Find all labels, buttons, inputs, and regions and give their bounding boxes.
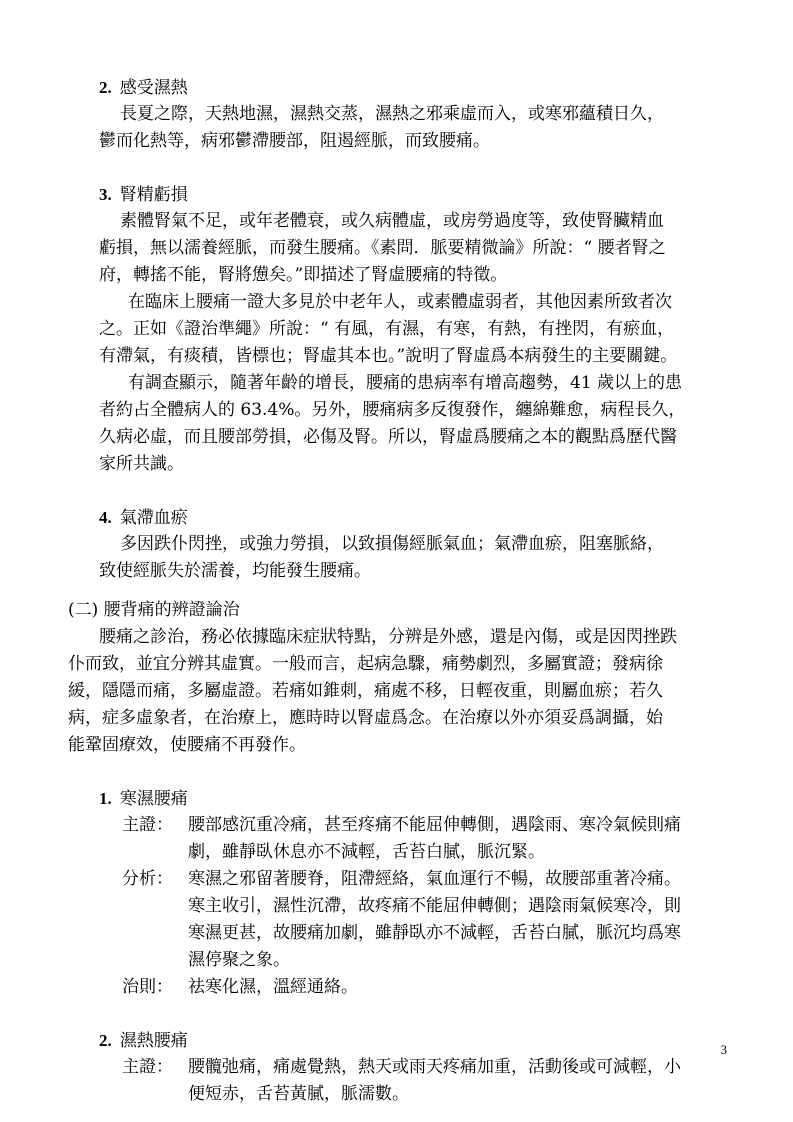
paragraph-line: 病，症多虛象者，在治療上，應時時以腎虛爲念。在治療以外亦須妥爲調攝，始 <box>68 708 663 728</box>
paragraph-line: 府，轉搖不能，腎將憊矣。”即描述了腎虛腰痛的特徵。 <box>99 265 508 285</box>
paragraph-line: 素體腎氣不足，或年老體衰，或久病體虛，或房勞過度等，致使腎臟精血 <box>120 211 664 231</box>
text-line: 濕停聚之象。 <box>188 950 290 970</box>
text-line: 祛寒化濕，溫經通絡。 <box>188 977 358 997</box>
heading-2 <box>68 74 728 101</box>
document-page <box>68 74 728 1108</box>
section-heading: (二) 腰背痛的辨證論治 <box>68 600 240 620</box>
heading-title: 濕熱腰痛 <box>119 1031 188 1051</box>
text-line: 寒濕更甚，故腰痛加劇，雖靜臥亦不減輕，舌苔白膩，脈沉均爲寒 <box>188 923 681 943</box>
paragraph-line: 者約占全體病人的 63.4%。另外，腰痛病多反復發作，纏綿難愈，病程長久， <box>99 400 686 420</box>
paragraph-line: 有調查顯示，隨著年齡的增長，腰痛的患病率有增高趨勢，41 歲以上的患 <box>128 373 683 393</box>
heading-title: 氣滯血瘀 <box>119 508 188 528</box>
analysis <box>68 866 728 893</box>
label-zhu: 主證： <box>122 1057 173 1077</box>
text-line: 劇，雖靜臥休息亦不減輕，舌苔白膩，脈沉緊。 <box>188 842 545 862</box>
main-symptoms <box>68 812 728 839</box>
paragraph-line: 久病必虛，而且腰部勞損，必傷及腎。所以，腎虛爲腰痛之本的觀點爲歷代醫 <box>99 427 677 447</box>
treatment <box>68 974 728 1001</box>
page-number: 3 <box>720 1042 727 1057</box>
heading-title: 感受濕熱 <box>119 78 188 98</box>
text-line: 便短赤，舌苔黃膩，脈濡數。 <box>188 1084 409 1104</box>
heading-number: 2. <box>99 1031 112 1050</box>
paragraph-line: 家所共識。 <box>99 454 184 474</box>
paragraph-line: 緩，隱隱而痛，多屬虛證。若痛如錐刺，痛處不移，日輕夜重，則屬血瘀；若久 <box>68 681 663 701</box>
paragraph-line: 多因跌仆閃挫，或強力勞損，以致損傷經脈氣血；氣滯血瘀，阻塞脈絡， <box>120 534 664 554</box>
paragraph-line: 致使經脈失於濡養，均能發生腰痛。 <box>99 561 371 581</box>
main-symptoms <box>68 1054 728 1081</box>
label-zhu: 主證： <box>122 815 173 835</box>
text-line: 腰部感沉重冷痛，甚至疼痛不能屈伸轉側，遇陰雨、寒冷氣候則痛 <box>188 815 681 835</box>
heading-3 <box>68 181 728 208</box>
heading-number: 2. <box>99 78 112 97</box>
heading-title: 寒濕腰痛 <box>119 789 188 809</box>
paragraph-line: 鬱而化熱等，病邪鬱滯腰部，阻遏經脈，而致腰痛。 <box>99 131 490 151</box>
text-line: 寒主收引，濕性沉滯，故疼痛不能屈伸轉側；遇陰雨氣候寒冷，則 <box>188 896 681 916</box>
text-line: 腰髖弛痛，痛處覺熱，熱天或雨天疼痛加重，活動後或可減輕，小 <box>188 1057 681 1077</box>
label-fen: 分析： <box>122 869 173 889</box>
paragraph-line: 長夏之際，天熱地濕，濕熱交蒸，濕熱之邪乘虛而入，或寒邪蘊積日久， <box>120 104 664 124</box>
paragraph-line: 能鞏固療效，使腰痛不再發作。 <box>68 735 306 755</box>
subheading-1 <box>68 785 728 812</box>
label-zhi: 治則： <box>122 977 173 997</box>
paragraph-line: 在臨床上腰痛一證大多見於中老年人，或素體虛弱者，其他因素所致者次 <box>128 292 672 312</box>
paragraph-line: 之。正如《證治準繩》所說：“ 有風，有濕，有寒，有熱，有挫閃，有瘀血， <box>99 319 675 339</box>
heading-number: 4. <box>99 508 112 527</box>
paragraph-line: 仆而致，並宜分辨其虛實。一般而言，起病急驟，痛勢劇烈，多屬實證；發病徐 <box>68 654 663 674</box>
heading-number: 1. <box>99 789 112 808</box>
paragraph-line: 腰痛之診治，務必依據臨床症狀特點，分辨是外感，還是內傷，或是因閃挫跌 <box>99 627 677 647</box>
text-line: 寒濕之邪留著腰脊，阻滯經絡，氣血運行不暢，故腰部重著冷痛。 <box>188 869 681 889</box>
paragraph-line: 有滯氣，有痰積，皆標也；腎虛其本也。”說明了腎虛爲本病發生的主要關鍵。 <box>99 346 678 366</box>
heading-number: 3. <box>99 185 112 204</box>
heading-4 <box>68 504 728 531</box>
subheading-2 <box>68 1027 728 1054</box>
paragraph-line: 虧損，無以濡養經脈，而發生腰痛。《素問．脈要精微論》所說：“ 腰者腎之 <box>99 238 666 258</box>
heading-title: 腎精虧損 <box>119 185 188 205</box>
